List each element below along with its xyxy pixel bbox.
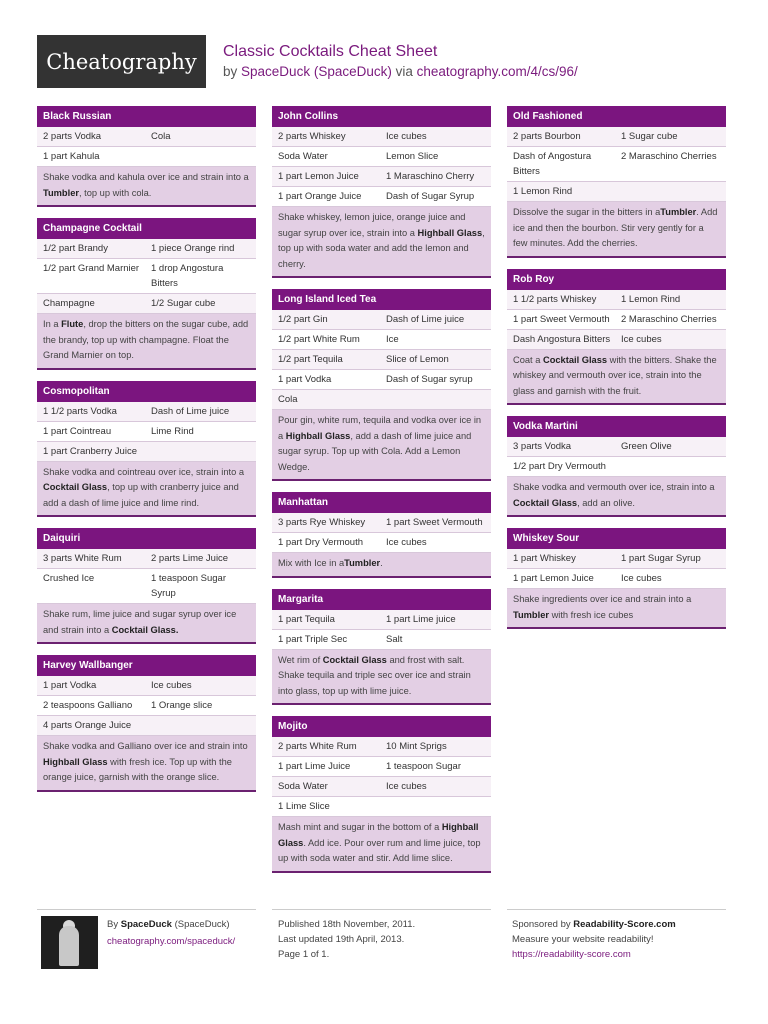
- ingredient-secondary: Green Olive: [621, 441, 672, 452]
- byline-by: by: [223, 64, 238, 79]
- instructions: [272, 553, 491, 576]
- ingredient-primary: 1 part Lemon Juice: [278, 171, 359, 182]
- ingredient-secondary: 1 part Sweet Vermouth: [386, 517, 483, 528]
- card-title: Manhattan: [272, 492, 491, 513]
- cocktail-card-black-russian: [37, 106, 256, 207]
- footer-author-name[interactable]: SpaceDuck: [120, 919, 172, 930]
- instructions-text: , add an olive.: [577, 497, 635, 508]
- ingredient-primary: Champagne: [43, 298, 95, 309]
- instructions: [37, 314, 256, 368]
- ingredient-row: [272, 630, 491, 650]
- ingredient-primary: 1 part Tequila: [278, 613, 335, 625]
- instructions: [507, 477, 726, 515]
- ingredient-row: [507, 330, 726, 350]
- ingredient-primary: 1 part Lemon Juice: [513, 573, 594, 584]
- ingredient-secondary: 1 Orange slice: [151, 700, 213, 711]
- ingredient-secondary: Ice cubes: [621, 333, 662, 345]
- ingredient-row: [272, 127, 491, 147]
- ingredient-primary: 1 part Dry Vermouth: [278, 537, 364, 548]
- updated-date: Last updated 19th April, 2013.: [278, 934, 405, 945]
- cocktail-card-margarita: [272, 589, 491, 706]
- ingredient-primary: 3 parts White Rum: [43, 553, 122, 564]
- instructions: [272, 817, 491, 871]
- instructions-text: Shake vodka and Galliano over ice and strain into: [43, 741, 248, 751]
- ingredient-secondary: [151, 718, 250, 733]
- card-title: Margarita: [272, 589, 491, 610]
- instructions-text: with fresh ice. Top up with the orange juice, garnish with the orange slice.: [43, 756, 232, 782]
- cocktail-card-john-collins: [272, 106, 491, 278]
- ingredient-primary: 1 part Vodka: [43, 680, 97, 691]
- ingredient-secondary: Ice cubes: [621, 573, 662, 584]
- card-title: Harvey Wallbanger: [37, 655, 256, 676]
- ingredient-secondary: Ice cubes: [386, 781, 427, 792]
- ingredient-row: [272, 533, 491, 553]
- instructions-text: , add a dash of lime juice and sugar syrup. Top up with Cola. Add a Lemon Wedge.: [278, 430, 472, 472]
- ingredient-primary: 3 parts Vodka: [513, 441, 572, 452]
- ingredient-primary: 2 parts Vodka: [43, 131, 102, 142]
- instructions: [37, 462, 256, 516]
- card-title: Rob Roy: [507, 269, 726, 290]
- ingredient-row: [507, 147, 726, 182]
- ingredient-primary: 1 Lime Slice: [278, 801, 330, 812]
- ingredient-row: [37, 676, 256, 696]
- ingredient-secondary: Slice of Lemon: [386, 354, 449, 365]
- footer-author-url[interactable]: cheatography.com/spaceduck/: [107, 936, 236, 947]
- instructions: [507, 350, 726, 404]
- glass-type: Cocktail Glass: [322, 654, 387, 665]
- ingredient-secondary: [151, 149, 250, 164]
- ingredient-primary: 1 part Kahula: [43, 151, 100, 162]
- column-2: [272, 106, 491, 884]
- ingredient-primary: 1/2 part Tequila: [278, 354, 343, 365]
- card-title: Mojito: [272, 716, 491, 737]
- ingredient-row: [507, 569, 726, 589]
- ingredient-primary: 1 part Triple Sec: [278, 633, 348, 645]
- cocktail-card-long-island-iced-tea: [272, 289, 491, 481]
- instructions-text: Shake rum, lime juice and sugar syrup over ice and strain into a: [43, 609, 237, 635]
- ingredient-row: [272, 777, 491, 797]
- ingredient-secondary: Ice: [386, 334, 399, 345]
- instructions: [507, 202, 726, 256]
- ingredient-row: [37, 442, 256, 462]
- instructions: [272, 410, 491, 479]
- glass-type: Highball Glass: [43, 756, 108, 767]
- instructions-text: , drop the bitters on the sugar cube, add the brandy, top up with champagne. Float the Grand Marnier on top.: [43, 319, 249, 360]
- ingredient-secondary: [621, 184, 720, 199]
- card-title: Old Fashioned: [507, 106, 726, 127]
- author-link[interactable]: SpaceDuck (SpaceDuck): [241, 64, 392, 79]
- instructions-text: with the bitters. Shake the whiskey and vermouth over ice, strain into the glass and garnish with the fruit.: [513, 354, 717, 396]
- ingredient-row: [272, 390, 491, 410]
- ingredient-secondary: [621, 459, 720, 474]
- instructions-text: Shake whiskey, lemon juice, orange juice and sugar syrup over ice, strain into a: [278, 212, 466, 238]
- column-1: [37, 106, 256, 803]
- ingredient-row: [272, 330, 491, 350]
- footer-by: By: [107, 919, 119, 930]
- sponsored-by-label: Sponsored by: [512, 919, 571, 930]
- ingredient-primary: 1/2 part Grand Marnier: [43, 263, 140, 274]
- ingredient-primary: 1 1/2 parts Vodka: [43, 405, 117, 417]
- ingredient-secondary: 1 Lemon Rind: [621, 293, 681, 305]
- ingredient-primary: 2 parts Bourbon: [513, 131, 581, 142]
- ingredient-row: [272, 167, 491, 187]
- instructions: [507, 589, 726, 627]
- ingredient-primary: Crushed Ice: [43, 573, 95, 584]
- cheatography-logo[interactable]: Cheatography: [37, 35, 206, 88]
- ingredient-row: [272, 310, 491, 330]
- glass-type: Tumbler: [513, 609, 549, 620]
- card-title: John Collins: [272, 106, 491, 127]
- ingredient-row: [507, 290, 726, 310]
- glass-type: Tumbler: [344, 558, 381, 568]
- instructions-text: Wet rim of: [278, 654, 323, 665]
- footer-author: [107, 917, 235, 949]
- ingredient-row: [37, 569, 256, 604]
- ingredient-row: [272, 513, 491, 533]
- ingredient-primary: Soda Water: [278, 151, 328, 162]
- ingredient-secondary: 2 parts Lime Juice: [151, 553, 229, 564]
- ingredient-row: [507, 182, 726, 202]
- glass-type: Highball Glass: [278, 822, 479, 848]
- ingredient-row: [37, 549, 256, 569]
- ingredient-secondary: 1 Sugar cube: [621, 131, 678, 142]
- ingredient-secondary: Cola: [151, 131, 171, 142]
- ingredient-row: [37, 402, 256, 422]
- instructions: [37, 736, 256, 790]
- ingredient-primary: 1/2 part Gin: [278, 314, 328, 325]
- cocktail-card-cosmopolitan: [37, 381, 256, 518]
- ingredient-primary: 1 part Vodka: [278, 374, 332, 385]
- ingredient-row: [272, 757, 491, 777]
- card-title: Champagne Cocktail: [37, 218, 256, 239]
- ingredient-primary: Dash of Angostura Bitters: [513, 151, 592, 177]
- footer-author-paren: (SpaceDuck): [174, 919, 230, 930]
- ingredient-row: [37, 422, 256, 442]
- cocktail-card-vodka-martini: [507, 416, 726, 517]
- ingredient-primary: 2 parts Whiskey: [278, 131, 346, 142]
- cocktail-card-champagne-cocktail: [37, 218, 256, 370]
- ingredient-primary: 3 parts Rye Whiskey: [278, 517, 366, 528]
- ingredient-row: [272, 370, 491, 390]
- glass-type: Cocktail Glass.: [111, 624, 179, 635]
- ingredient-secondary: Dash of Sugar Syrup: [386, 191, 475, 202]
- ingredient-row: [37, 259, 256, 294]
- page-count: Page 1 of 1.: [278, 949, 330, 960]
- ingredient-primary: 2 teaspoons Galliano: [43, 700, 133, 711]
- card-title: Daiquiri: [37, 528, 256, 549]
- glass-type: Cocktail Glass: [43, 482, 108, 492]
- ingredient-secondary: Ice cubes: [386, 537, 427, 548]
- ingredient-primary: 1 1/2 parts Whiskey: [513, 293, 597, 305]
- ingredient-primary: 1 Lemon Rind: [513, 186, 573, 197]
- ingredient-secondary: [386, 799, 485, 814]
- cocktail-card-harvey-wallbanger: [37, 655, 256, 792]
- glass-type: Highball Glass: [417, 227, 483, 238]
- ingredient-row: [37, 696, 256, 716]
- byline: [223, 64, 578, 79]
- sponsor-name[interactable]: Readability-Score.com: [573, 919, 676, 930]
- column-3: [507, 106, 726, 640]
- ingredient-primary: 1 part Sweet Vermouth: [513, 313, 610, 325]
- glass-type: Cocktail Glass: [542, 354, 608, 365]
- instructions-text: Shake vodka and kahula over ice and strain into a: [43, 172, 249, 182]
- cocktail-card-old-fashioned: [507, 106, 726, 258]
- footer-dates: [278, 917, 415, 962]
- instructions-text: Shake vodka and cointreau over ice, strain into a: [43, 466, 245, 477]
- instructions: [37, 167, 256, 205]
- instructions-text: Coat a: [513, 354, 543, 365]
- ingredient-row: [272, 350, 491, 370]
- ingredient-row: [37, 716, 256, 736]
- ingredient-primary: 1 part Whiskey: [513, 553, 576, 564]
- author-avatar[interactable]: [41, 916, 98, 969]
- ingredient-row: [507, 310, 726, 330]
- ingredient-secondary: 1 teaspoon Sugar: [386, 761, 462, 772]
- ingredient-secondary: Salt: [386, 633, 403, 645]
- instructions-text: In a: [43, 319, 62, 329]
- instructions-text: Dissolve the sugar in the bitters in a: [513, 207, 661, 217]
- ingredient-secondary: 1 part Lime juice: [386, 613, 456, 625]
- ingredient-secondary: Dash of Lime juice: [151, 405, 230, 417]
- instructions-text: .: [380, 558, 383, 568]
- instructions-text: Shake ingredients over ice and strain into a: [513, 594, 692, 604]
- footer-divider: [507, 909, 726, 910]
- cocktail-card-mojito: [272, 716, 491, 873]
- glass-type: Highball Glass: [285, 430, 351, 441]
- card-title: Long Island Iced Tea: [272, 289, 491, 310]
- ingredient-row: [272, 610, 491, 630]
- sponsor-url[interactable]: https://readability-score.com: [512, 949, 631, 960]
- ingredient-primary: 1/2 part Dry Vermouth: [513, 461, 606, 472]
- instructions-text: Pour gin, white rum, tequila and vodka over ice in a: [278, 415, 482, 441]
- ingredient-primary: Dash Angostura Bitters: [513, 333, 611, 345]
- ingredient-secondary: Ice cubes: [386, 131, 427, 142]
- ingredient-row: [507, 457, 726, 477]
- ingredient-secondary: 2 Maraschino Cherries: [621, 151, 717, 162]
- card-title: Whiskey Sour: [507, 528, 726, 549]
- cocktail-card-rob-roy: [507, 269, 726, 406]
- footer-divider: [272, 909, 491, 910]
- ingredient-secondary: [151, 444, 250, 459]
- ingredient-primary: 1 part Cointreau: [43, 425, 112, 437]
- ingredient-row: [37, 147, 256, 167]
- sponsor-tagline: Measure your website readability!: [512, 934, 654, 945]
- ingredient-row: [272, 797, 491, 817]
- ingredient-secondary: 1 part Sugar Syrup: [621, 553, 701, 564]
- ingredient-row: [37, 239, 256, 259]
- ingredient-row: [37, 127, 256, 147]
- ingredient-row: [507, 437, 726, 457]
- cocktail-card-daiquiri: [37, 528, 256, 644]
- ingredient-secondary: 1/2 Sugar cube: [151, 298, 216, 309]
- ingredient-primary: 1/2 part Brandy: [43, 243, 108, 254]
- ingredient-row: [272, 187, 491, 207]
- published-date: Published 18th November, 2011.: [278, 919, 416, 930]
- ingredient-row: [272, 147, 491, 167]
- ingredient-primary: 2 parts White Rum: [278, 741, 357, 752]
- page-title: Classic Cocktails Cheat Sheet: [223, 43, 438, 60]
- ingredient-secondary: 1 piece Orange rind: [151, 243, 235, 254]
- instructions-text: . Add ice and then the bourbon. Stir very gently for a few minutes. Add the cherries.: [513, 207, 718, 248]
- ingredient-primary: Soda Water: [278, 781, 328, 792]
- instructions-text: and frost with salt. Shake tequila and triple sec over ice and strain into glass, top up with lime juice.: [278, 654, 471, 696]
- ingredient-primary: 1 part Orange Juice: [278, 191, 362, 202]
- ingredient-secondary: 10 Mint Sprigs: [386, 741, 447, 752]
- ingredient-secondary: 2 Maraschino Cherries: [621, 313, 717, 325]
- sheet-url-link[interactable]: cheatography.com/4/cs/96/: [416, 64, 578, 79]
- footer-sponsor: [512, 917, 676, 962]
- ingredient-secondary: 1 teaspoon Sugar Syrup: [151, 573, 227, 599]
- ingredient-secondary: Lemon Slice: [386, 151, 439, 162]
- ingredient-primary: 1 part Lime Juice: [278, 761, 351, 772]
- ingredient-primary: 1/2 part White Rum: [278, 334, 360, 345]
- cocktail-card-manhattan: [272, 492, 491, 578]
- card-title: Vodka Martini: [507, 416, 726, 437]
- instructions-text: . Add ice. Pour over rum and lime juice, top up with soda water and stir. Add lime slice.: [278, 837, 481, 863]
- card-title: Cosmopolitan: [37, 381, 256, 402]
- glass-type: Cocktail Glass: [513, 497, 578, 508]
- ingredient-primary: 1 part Cranberry Juice: [43, 445, 137, 457]
- glass-type: Tumbler: [660, 207, 697, 217]
- footer-divider: [37, 909, 256, 910]
- ingredient-primary: Cola: [278, 394, 298, 405]
- ingredient-secondary: 1 drop Angostura Bitters: [151, 263, 224, 289]
- instructions-text: Mix with Ice in a: [278, 558, 345, 568]
- ingredient-secondary: Ice cubes: [151, 680, 192, 691]
- ingredient-row: [507, 549, 726, 569]
- card-title: Black Russian: [37, 106, 256, 127]
- instructions-text: Mash mint and sugar in the bottom of a: [278, 822, 442, 832]
- instructions-text: Shake vodka and vermouth over ice, strain into a: [513, 482, 715, 492]
- instructions: [272, 207, 491, 276]
- ingredient-secondary: 1 Maraschino Cherry: [386, 171, 475, 182]
- ingredient-row: [272, 737, 491, 757]
- ingredient-primary: 4 parts Orange Juice: [43, 720, 132, 731]
- instructions-text: with fresh ice cubes: [548, 609, 634, 620]
- instructions-text: , top up with cola.: [78, 187, 152, 198]
- ingredient-row: [37, 294, 256, 314]
- ingredient-secondary: Lime Rind: [151, 425, 194, 437]
- byline-via: via: [395, 64, 413, 79]
- glass-type: Flute: [61, 319, 84, 329]
- cocktail-card-whiskey-sour: [507, 528, 726, 629]
- instructions-text: , top up with soda water and add the lemon and cherry.: [278, 227, 485, 269]
- ingredient-secondary: Dash of Lime juice: [386, 314, 465, 325]
- ingredient-row: [507, 127, 726, 147]
- avatar-figure: [59, 926, 79, 966]
- instructions: [37, 604, 256, 642]
- ingredient-secondary: Dash of Sugar syrup: [386, 374, 473, 385]
- ingredient-secondary: [386, 392, 485, 407]
- instructions: [272, 650, 491, 704]
- instructions-text: , top up with cranberry juice and add a dash of lime juice and lime rind.: [43, 482, 239, 508]
- glass-type: Tumbler: [43, 187, 79, 198]
